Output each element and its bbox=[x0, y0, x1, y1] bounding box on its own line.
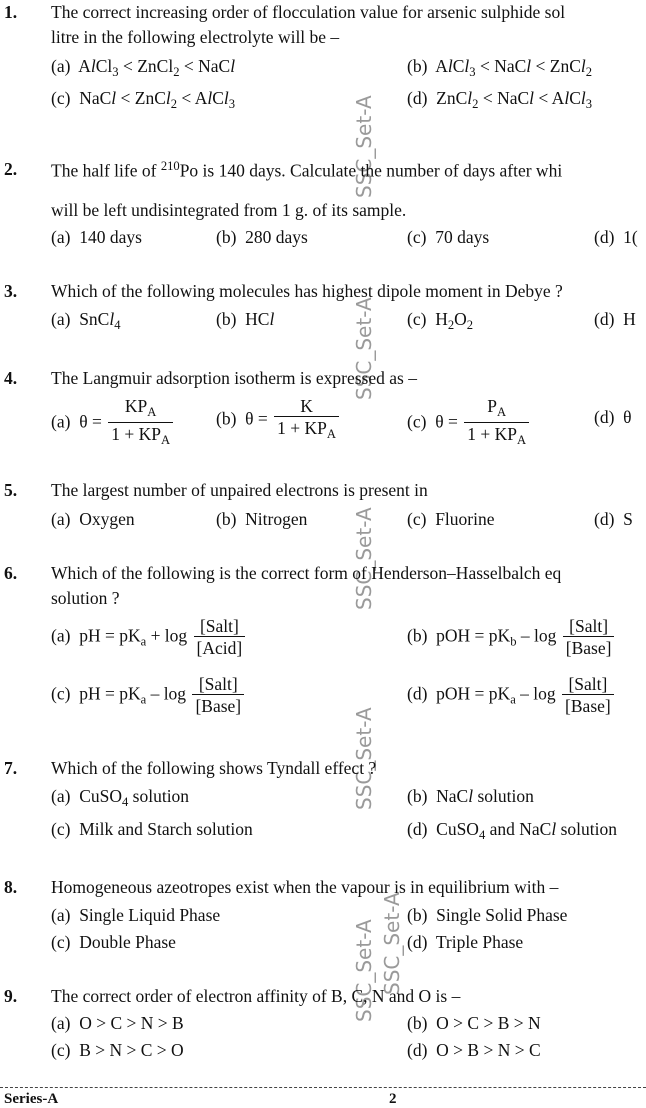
option-a: (a) pH = $pK_a + \log$ $\frac{\text{[Salt]}}{\text{[Acid]}}$ bbox=[51, 616, 247, 659]
footer-divider bbox=[0, 1087, 646, 1088]
option-b: (b) O > C > B > N bbox=[407, 1013, 541, 1033]
option-d: (d) H bbox=[594, 309, 636, 329]
option-d: (d) θ bbox=[594, 407, 632, 427]
question-text: Which of the following molecules has highest dipole moment in Debye ? bbox=[51, 281, 563, 301]
option-d: (d) Triple Phase bbox=[407, 932, 524, 952]
watermark: SSC_Set-A bbox=[352, 507, 376, 610]
option-c: (c) B > N > C > O bbox=[51, 1040, 184, 1060]
question-text: The largest number of unpaired electrons is present in bbox=[51, 480, 428, 500]
option-a: (a) SnCl$_4$ bbox=[51, 309, 121, 332]
question-number: 6. bbox=[4, 563, 18, 583]
option-c: (c) pH = $pK_a$ – log $\frac{\text{[Salt]}}{\text{[Base]}}$ bbox=[51, 674, 246, 717]
option-c: (c) θ = $\frac{P_A}{1 + KP_A}$ bbox=[407, 396, 531, 451]
watermark: SSC_Set-A bbox=[352, 707, 376, 810]
option-b: (b) 280 days bbox=[216, 227, 308, 247]
option-c: (c) 70 days bbox=[407, 227, 490, 247]
watermark: SSC_Set-A bbox=[352, 95, 376, 198]
option-a: (a) Oxygen bbox=[51, 509, 135, 529]
option-b: (b) pOH = $pK_b$ – log $\frac{\text{[Salt]}}{\text{[Base]}}$ bbox=[407, 616, 616, 659]
option-c: (c) Milk and Starch solution bbox=[51, 819, 253, 839]
question-number: 7. bbox=[4, 758, 18, 778]
watermark: SSC_Set-A bbox=[352, 297, 376, 400]
question-number: 8. bbox=[4, 877, 18, 897]
page-number: 2 bbox=[389, 1091, 397, 1107]
option-a: (a) θ = $\frac{KP_A}{1 + KP_A}$ bbox=[51, 396, 175, 451]
option-d: (d) 1( bbox=[594, 227, 638, 247]
option-d: (d) ZnCl$_2$ < NaCl < AlCl$_3$ bbox=[407, 88, 593, 111]
question-text: The correct increasing order of flocculation value for arsenic sulphide sol bbox=[51, 2, 566, 22]
option-b: (b) HCl bbox=[216, 309, 275, 329]
question-number: 5. bbox=[4, 480, 18, 500]
option-d: (d) O > B > N > C bbox=[407, 1040, 541, 1060]
question-text: The correct order of electron affinity of B, C, N and O is – bbox=[51, 986, 461, 1006]
option-c: (c) NaCl < ZnCl$_2$ < AlCl$_3$ bbox=[51, 88, 236, 111]
question-text: The half life of $^{210}$Po is 140 days. Calculate the number of days after whi bbox=[51, 159, 563, 181]
question-number: 2. bbox=[4, 159, 18, 179]
question-text: solution ? bbox=[51, 588, 120, 608]
question-text: Homogeneous azeotropes exist when the vapour is in equilibrium with – bbox=[51, 877, 559, 897]
option-b: (b) NaCl solution bbox=[407, 786, 534, 806]
option-a: (a) 140 days bbox=[51, 227, 142, 247]
question-text: will be left undisintegrated from 1 g. of its sample. bbox=[51, 200, 407, 220]
question-number: 3. bbox=[4, 281, 18, 301]
option-b: (b) θ = $\frac{K}{1 + KP_A}$ bbox=[216, 396, 341, 445]
option-a: (a) Single Liquid Phase bbox=[51, 905, 221, 925]
option-b: (b) Single Solid Phase bbox=[407, 905, 568, 925]
question-number: 1. bbox=[4, 2, 18, 22]
option-a: (a) O > C > N > B bbox=[51, 1013, 184, 1033]
question-text: Which of the following shows Tyndall effect ? bbox=[51, 758, 377, 778]
option-b: (b) AlCl$_3$ < NaCl < ZnCl$_2$ bbox=[407, 56, 593, 79]
option-b: (b) Nitrogen bbox=[216, 509, 308, 529]
watermark: SSC_Set-A bbox=[380, 892, 404, 995]
option-c: (c) $H_2O_2$ bbox=[407, 309, 474, 332]
option-d: (d) CuSO$_4$ and NaCl solution bbox=[407, 819, 618, 842]
question-number: 4. bbox=[4, 368, 18, 388]
option-c: (c) Double Phase bbox=[51, 932, 176, 952]
question-text: litre in the following electrolyte will be – bbox=[51, 27, 340, 47]
option-d: (d) S bbox=[594, 509, 633, 529]
question-number: 9. bbox=[4, 986, 18, 1006]
option-d: (d) pOH = $pK_a$ – log $\frac{\text{[Salt]}}{\text{[Base]}}$ bbox=[407, 674, 616, 717]
question-text: Which of the following is the correct form of Henderson–Hasselbalch eq bbox=[51, 563, 562, 583]
option-a: (a) AlCl$_3$ < ZnCl$_2$ < NaCl bbox=[51, 56, 236, 79]
question-text: The Langmuir adsorption isotherm is expressed as – bbox=[51, 368, 417, 388]
watermark: SSC_Set-A bbox=[352, 919, 376, 1022]
series-label: Series-A bbox=[4, 1091, 59, 1107]
option-a: (a) CuSO$_4$ solution bbox=[51, 786, 190, 809]
option-c: (c) Fluorine bbox=[407, 509, 495, 529]
